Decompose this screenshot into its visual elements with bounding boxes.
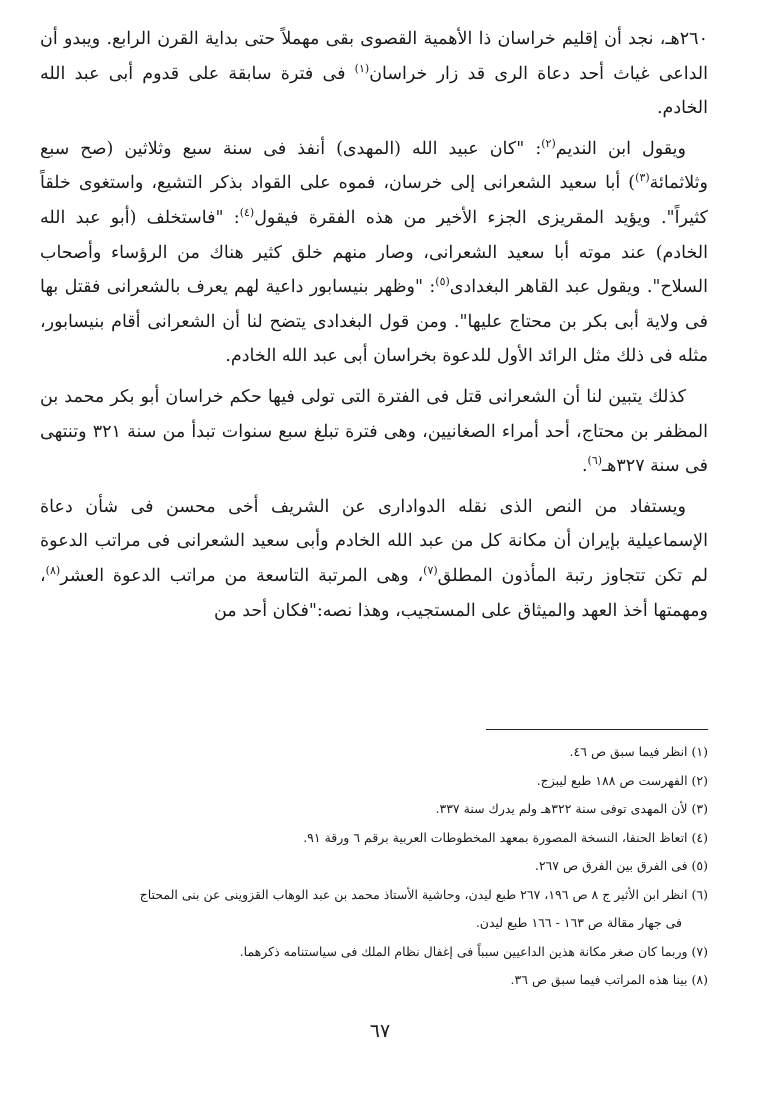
- page-number: ٦٧: [369, 1020, 391, 1042]
- footnote-ref-5[interactable]: (٥): [435, 275, 450, 289]
- paragraph-4: [40, 490, 708, 628]
- footnote-ref-6[interactable]: (٦): [587, 454, 603, 468]
- footnote-6: (٦) انظر ابن الأثير ج ٨ ص ١٩٦، ٢٦٧ طبع ليدن، وحاشية الأستاذ محمد بن عبد الوهاب القزوينى عن بنى المحتاج: [139, 886, 708, 902]
- paragraph-4-part-b: ، وهى المرتبة التاسعة من مراتب الدعوة العشر: [60, 565, 424, 586]
- footnote-1: (١) انظر فيما سبق ص ٤٦.: [569, 744, 708, 759]
- footnote-ref-2[interactable]: (٢): [541, 136, 556, 150]
- paragraph-1-line-2: ويبدو أن الداعى غياث أحد دعاة الرى قد زار خراسان: [40, 29, 708, 84]
- footnote-2: (٢) الفهرست ص ١٨٨ طبع ليبزج.: [536, 772, 708, 788]
- paragraph-3-part-a: كذلك يتبين لنا أن الشعرانى قتل فى الفترة التى تولى فيها حكم خراسان أبو بكر محمد بن المظفر بن محتاج، أحد أمراء الصغانيين، وهى فترة تبلغ سبع سنوات تبدأ من سنة ٣٢١ وتنتهى فى سنة ٣٢٧هـ: [40, 386, 708, 477]
- paragraph-2-part-b: : "كان عبيد الله (المهدى) أنفذ فى سنة سبع وثلاثين (صح سبع وثلاثمائة: [40, 138, 708, 194]
- paragraph-1-line-3: فى فترة سابقة على قدوم أبى عبد الله الخادم.: [40, 63, 708, 119]
- paragraph-2-part-e: : "وظهر بنيسابور داعية لهم يعرف بالشعرانى فقتل بها فى ولاية أبى بكر بن محتاج عليها". ومن قول البغدادى يتضح لنا أن الشعرانى أقام بنيسابور، مثله فى ذلك مثل الرائد الأول للدعوة بخراسان أبى عبد الله الخادم.: [40, 277, 708, 367]
- paragraph-2-part-c: ) أبا سعيد الشعرانى إلى خرسان، فموه على القواد بذكر التشيع، واستغوى خلقاً كثيراً". ويؤيد المقريزى الجزء الأخير من هذه الفقرة فيقول: [40, 173, 708, 228]
- footnote-7: (٧) وربما كان صغر مكانة هذين الداعيين سبباً فى إغفال نظام الملك فى سياستنامه ذكرهما.: [239, 943, 708, 959]
- footnote-6-continuation: فى جهار مقالة ص ١٦٣ - ١٦٦ طبع ليدن.: [475, 915, 682, 930]
- body-text: [40, 22, 708, 628]
- footnote-ref-7[interactable]: (٧): [423, 564, 438, 578]
- footnote-4: (٤) اتعاظ الحنفا، النسخة المصورة بمعهد المخطوطات العربية برقم ٦ ورقة ٩١.: [303, 829, 708, 845]
- footnote-ref-8[interactable]: (٨): [45, 564, 61, 578]
- footnotes: [40, 738, 708, 995]
- paragraph-3: [40, 380, 708, 484]
- paragraph-2-part-d: : "فاستخلف (أبو عبد الله الخادم) عند موته أبا سعيد الشعرانى، وصار منهم خلق كثير هناك من الرؤساء وأصحاب السلاح". ويقول عبد القاهر البغدادى: [40, 207, 708, 298]
- paragraph-4-part-a: ويستفاد من النص الذى نقله الدوادارى عن الشريف أخى محسن فى شأن دعاة الإسماعيلية بإيران أن مكانة كل من عبد الله الخادم وأبى سعيد الشعرانى فى مراتب الدعوة لم تكن تتجاوز رتبة المأذون المطلق: [40, 496, 709, 586]
- footnote-ref-4[interactable]: (٤): [239, 206, 255, 220]
- footnote-ref-1[interactable]: (١): [354, 61, 370, 75]
- footnote-ref-3[interactable]: (٣): [635, 171, 650, 185]
- paragraph-3-part-b: .: [581, 456, 588, 477]
- paragraph-1: [40, 22, 708, 126]
- paragraph-4-part-c: ، ومهمتها أخذ العهد والميثاق على المستجيب، وهذا نصه:"فكان أحد من: [40, 565, 708, 621]
- paragraph-2: [40, 132, 708, 374]
- paragraph-2-part-a: ويقول ابن النديم: [555, 138, 686, 159]
- footnote-5: (٥) فى الفرق بين الفرق ص ٢٦٧.: [534, 858, 708, 873]
- paragraph-1-line-1: ٢٦٠هـ، نجد أن إقليم خراسان ذا الأهمية القصوى بقى مهملاً حتى بداية القرن الرابع.: [106, 29, 708, 49]
- footnote-8: (٨) بينا هذه المراتب فيما سبق ص ٣٦.: [510, 972, 708, 987]
- footnote-separator: [486, 729, 708, 730]
- footnote-3: (٣) لأن المهدى توفى سنة ٣٢٢هـ ولم يدرك سنة ٣٣٧.: [435, 801, 708, 816]
